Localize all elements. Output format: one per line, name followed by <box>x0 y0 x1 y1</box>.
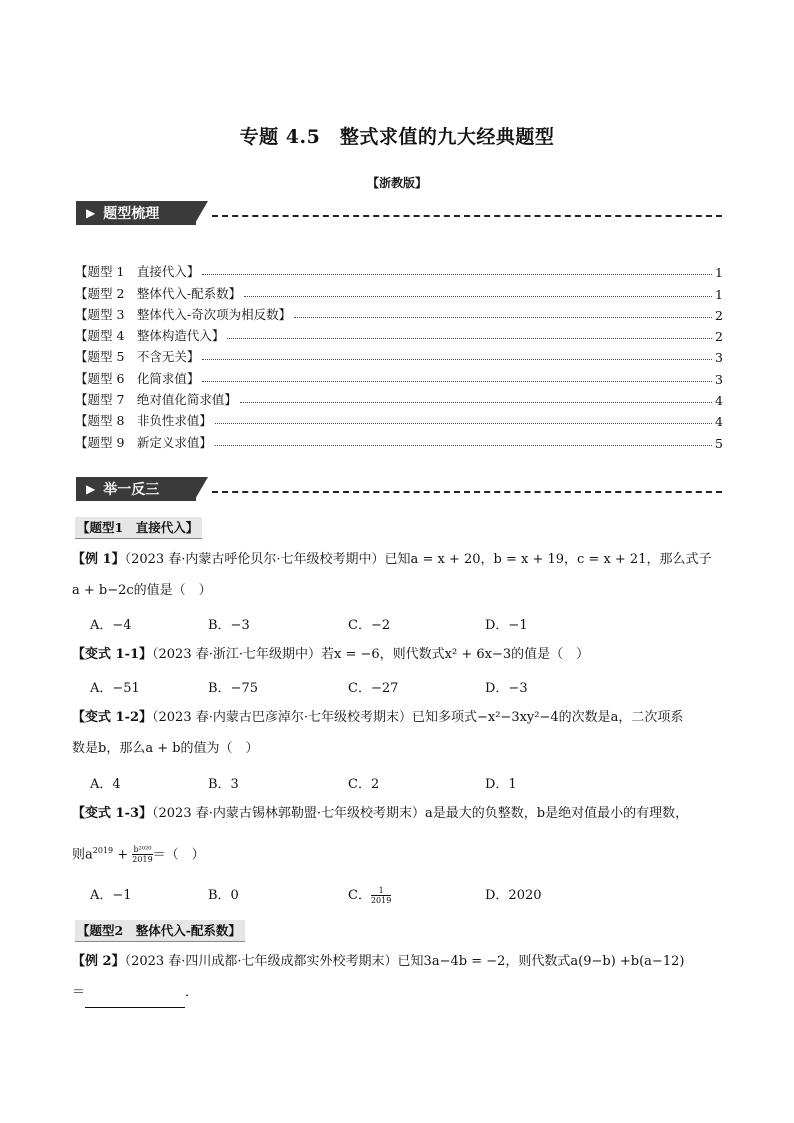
fraction: $\frac{\text{b²⁰²⁰}}{2019}$ <box>132 845 153 865</box>
option-c[interactable]: C． $\frac{1}{2019}$ <box>348 886 392 905</box>
fraction: $\frac{1}{2019}$ <box>370 886 392 905</box>
banner-dashed-rule <box>212 215 722 217</box>
banner-tab-tail <box>194 201 208 225</box>
edition-label: 【浙教版】 <box>366 176 427 190</box>
option-d[interactable]: D．−1 <box>485 618 528 633</box>
option-c[interactable]: C．2 <box>348 777 380 792</box>
options-variant-1-1 <box>90 677 690 697</box>
option-b[interactable]: B．3 <box>208 777 239 792</box>
table-of-contents <box>75 259 723 451</box>
question-variant-1-3: 【变式 1-3】（2023 春·内蒙古锡林郭勒盟·七年级校考期末）a是最大的负整数，b是绝对值最小的有理数， 则$a^{2019}$ + $\frac{\text{b²⁰²⁰}}{2019}$ ＝（ ） <box>72 806 689 865</box>
option-a[interactable]: A．−1 <box>90 888 132 903</box>
option-d[interactable]: D．2020 <box>485 888 542 903</box>
toc-item[interactable]: 【题型 2 整体代入-配系数】 1 <box>75 285 723 302</box>
options-variant-1-3 <box>90 884 690 904</box>
banner-tab <box>76 201 196 225</box>
toc-item[interactable]: 【题型 4 整体构造代入】 2 <box>75 328 723 345</box>
banner-label: 举一反三 <box>103 482 160 498</box>
option-a[interactable]: A．−51 <box>90 681 140 696</box>
toc-item[interactable]: 【题型 5 不含无关】 3 <box>75 349 723 366</box>
banner-tab <box>76 477 196 501</box>
option-b[interactable]: B．−75 <box>208 681 258 696</box>
banner-label: 题型梳理 <box>103 206 160 222</box>
options-example-1 <box>90 614 690 634</box>
option-b[interactable]: B．0 <box>208 888 239 903</box>
option-a[interactable]: A．4 <box>90 777 121 792</box>
question-example-2: 【例 2】（2023 春·四川成都·七年级成都实外校考期末）已知3a−4b = −2，则代数式a(9−b) +b(a−12) ＝ ． <box>72 946 722 1008</box>
toc-item[interactable]: 【题型 7 绝对值化简求值】 4 <box>75 392 723 409</box>
option-d[interactable]: D．1 <box>485 777 517 792</box>
option-b[interactable]: B．−3 <box>208 618 250 633</box>
option-c[interactable]: C．−2 <box>348 618 391 633</box>
question-variant-1-1: 【变式 1-1】（2023 春·浙江·七年级期中）若x = −6，则代数式x² + 6x−3的值是（ ） <box>72 647 590 662</box>
toc-item[interactable]: 【题型 9 新定义求值】 5 <box>75 434 723 451</box>
toc-item[interactable]: 【题型 1 直接代入】 1 <box>75 264 723 281</box>
question-variant-1-2: 【变式 1-2】（2023 春·内蒙古巴彦淖尔·七年级校考期末）已知多项式−x²−3xy²−4的次数是a，二次项系 数是b，那么a + b的值为（ ） <box>72 710 684 756</box>
banner-dashed-rule <box>212 491 722 493</box>
option-d[interactable]: D．−3 <box>485 681 528 696</box>
banner-toc <box>76 201 722 227</box>
page-title: 专题 4.5 整式求值的九大经典题型 <box>239 126 555 148</box>
option-a[interactable]: A．−4 <box>90 618 132 633</box>
play-arrow-icon: ▶ <box>86 482 96 496</box>
banner-tab-tail <box>194 477 208 501</box>
banner-practice <box>76 477 722 503</box>
option-c[interactable]: C．−27 <box>348 681 399 696</box>
play-arrow-icon: ▶ <box>86 206 96 220</box>
answer-blank[interactable] <box>85 993 185 1008</box>
section-heading: 【题型1 直接代入】 <box>75 517 202 539</box>
question-example-1: 【例 1】（2023 春·内蒙古呼伦贝尔·七年级校考期中）已知a = x + 20，b = x + 19，c = x + 21，那么式子 a + b−2c的值是（ ） <box>72 552 712 598</box>
options-variant-1-2 <box>90 773 690 793</box>
toc-item[interactable]: 【题型 6 化简求值】 3 <box>75 370 723 387</box>
section-heading: 【题型2 整体代入-配系数】 <box>75 920 245 942</box>
toc-item[interactable]: 【题型 3 整体代入-奇次项为相反数】 2 <box>75 306 723 323</box>
toc-item[interactable]: 【题型 8 非负性求值】 4 <box>75 413 723 430</box>
